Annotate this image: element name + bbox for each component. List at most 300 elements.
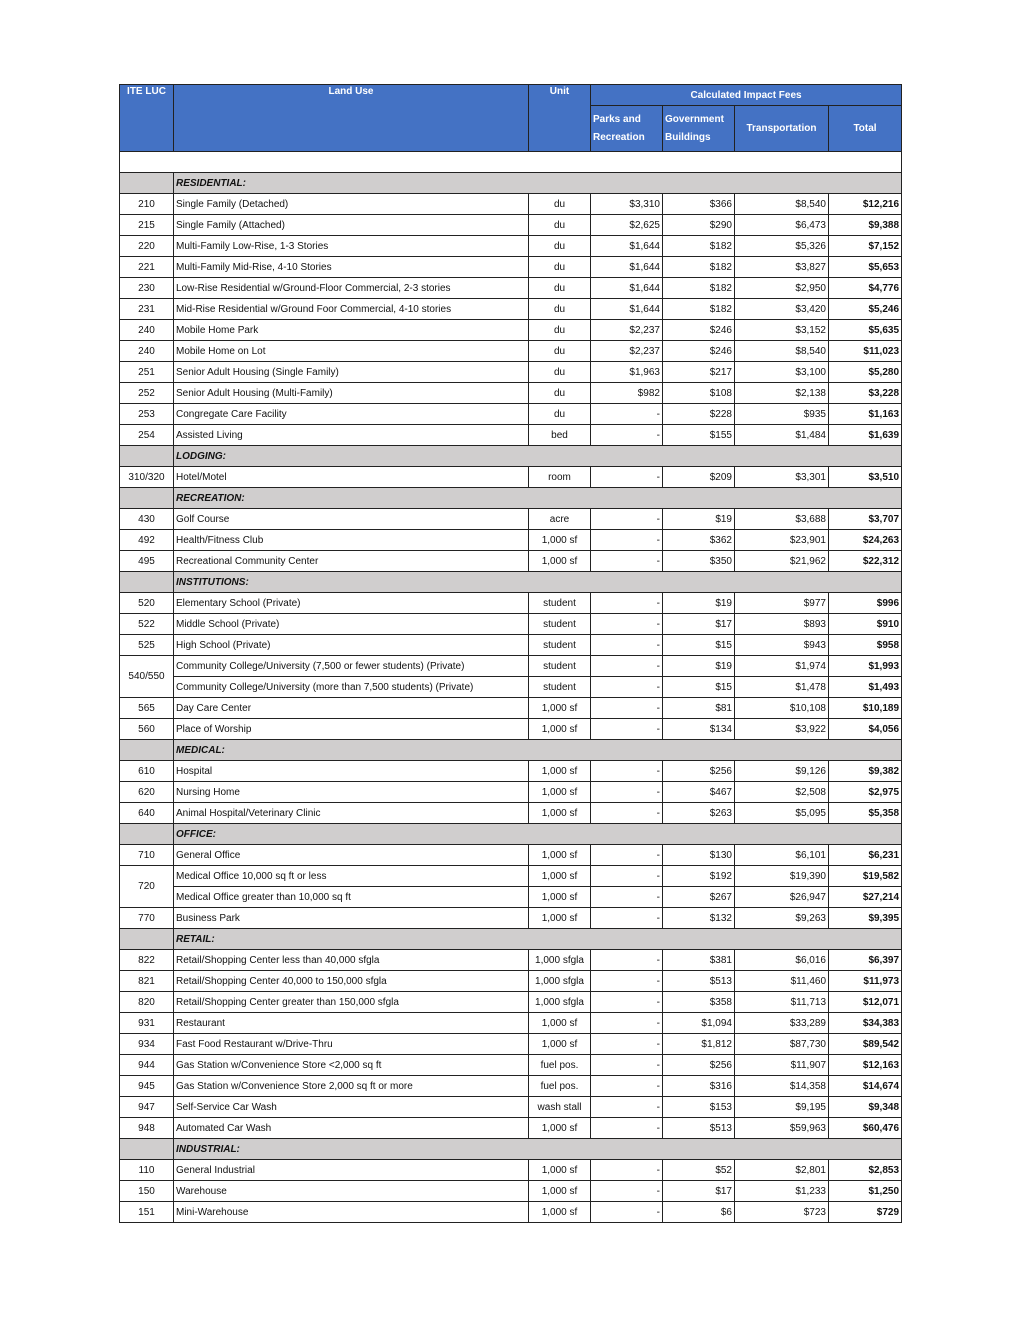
land-use-cell: Community College/University (more than 7,500 students) (Private) xyxy=(174,677,529,698)
government-fee-cell: $290 xyxy=(663,215,735,236)
parks-fee-cell: - xyxy=(591,866,663,887)
parks-fee-cell: - xyxy=(591,698,663,719)
parks-fee-cell: - xyxy=(591,1055,663,1076)
government-fee-cell: $513 xyxy=(663,1118,735,1139)
unit-cell: 1,000 sf xyxy=(529,908,591,929)
government-fee-cell: $192 xyxy=(663,866,735,887)
parks-fee-cell: - xyxy=(591,530,663,551)
total-fee-cell: $5,635 xyxy=(829,320,902,341)
unit-cell: du xyxy=(529,194,591,215)
table-row xyxy=(120,341,902,362)
government-fee-cell: $256 xyxy=(663,1055,735,1076)
land-use-cell: Recreational Community Center xyxy=(174,551,529,572)
transportation-fee-cell: $3,688 xyxy=(735,509,829,530)
table-row xyxy=(120,1055,902,1076)
transportation-fee-cell: $6,101 xyxy=(735,845,829,866)
land-use-cell: Mobile Home on Lot xyxy=(174,341,529,362)
luc-cell: 240 xyxy=(120,320,174,341)
land-use-cell: Single Family (Detached) xyxy=(174,194,529,215)
header-land-use: Land Use xyxy=(174,85,529,152)
total-fee-cell: $5,280 xyxy=(829,362,902,383)
land-use-cell: Mid-Rise Residential w/Ground Foor Commercial, 4-10 stories xyxy=(174,299,529,320)
parks-fee-cell: - xyxy=(591,1076,663,1097)
parks-fee-cell: - xyxy=(591,404,663,425)
land-use-cell: Restaurant xyxy=(174,1013,529,1034)
category-row xyxy=(120,446,902,467)
luc-cell: 520 xyxy=(120,593,174,614)
total-fee-cell: $5,358 xyxy=(829,803,902,824)
table-row xyxy=(120,257,902,278)
unit-cell: 1,000 sf xyxy=(529,551,591,572)
unit-cell: du xyxy=(529,362,591,383)
land-use-cell: Place of Worship xyxy=(174,719,529,740)
total-fee-cell: $12,071 xyxy=(829,992,902,1013)
category-spacer xyxy=(120,446,174,467)
table-row xyxy=(120,320,902,341)
table-row xyxy=(120,635,902,656)
unit-cell: student xyxy=(529,635,591,656)
category-spacer xyxy=(120,740,174,761)
table-row xyxy=(120,656,902,677)
total-fee-cell: $3,228 xyxy=(829,383,902,404)
transportation-fee-cell: $3,420 xyxy=(735,299,829,320)
luc-cell: 495 xyxy=(120,551,174,572)
luc-cell: 620 xyxy=(120,782,174,803)
land-use-cell: Senior Adult Housing (Single Family) xyxy=(174,362,529,383)
land-use-cell: Hospital xyxy=(174,761,529,782)
category-title: INSTITUTIONS: xyxy=(174,572,902,593)
category-title: LODGING: xyxy=(174,446,902,467)
total-fee-cell: $4,056 xyxy=(829,719,902,740)
government-fee-cell: $263 xyxy=(663,803,735,824)
total-fee-cell: $89,542 xyxy=(829,1034,902,1055)
government-fee-cell: $182 xyxy=(663,278,735,299)
category-title: INDUSTRIAL: xyxy=(174,1139,902,1160)
header-parks-recreation: Parks and Recreation xyxy=(591,106,663,152)
table-row xyxy=(120,719,902,740)
government-fee-cell: $132 xyxy=(663,908,735,929)
total-fee-cell: $11,973 xyxy=(829,971,902,992)
unit-cell: wash stall xyxy=(529,1097,591,1118)
parks-fee-cell: $1,963 xyxy=(591,362,663,383)
table-row xyxy=(120,950,902,971)
total-fee-cell: $9,348 xyxy=(829,1097,902,1118)
unit-cell: room xyxy=(529,467,591,488)
unit-cell: 1,000 sf xyxy=(529,1013,591,1034)
table-row xyxy=(120,593,902,614)
parks-fee-cell: - xyxy=(591,1013,663,1034)
total-fee-cell: $10,189 xyxy=(829,698,902,719)
total-fee-cell: $9,382 xyxy=(829,761,902,782)
land-use-cell: Nursing Home xyxy=(174,782,529,803)
total-fee-cell: $910 xyxy=(829,614,902,635)
category-title: RETAIL: xyxy=(174,929,902,950)
parks-fee-cell: $2,625 xyxy=(591,215,663,236)
parks-fee-cell: - xyxy=(591,656,663,677)
parks-fee-cell: - xyxy=(591,908,663,929)
luc-cell: 252 xyxy=(120,383,174,404)
government-fee-cell: $130 xyxy=(663,845,735,866)
land-use-cell: Retail/Shopping Center greater than 150,000 sfgla xyxy=(174,992,529,1013)
parks-fee-cell: - xyxy=(591,593,663,614)
table-row xyxy=(120,425,902,446)
transportation-fee-cell: $9,195 xyxy=(735,1097,829,1118)
parks-fee-cell: - xyxy=(591,1118,663,1139)
land-use-cell: Medical Office greater than 10,000 sq ft xyxy=(174,887,529,908)
parks-fee-cell: - xyxy=(591,719,663,740)
transportation-fee-cell: $943 xyxy=(735,635,829,656)
transportation-fee-cell: $2,508 xyxy=(735,782,829,803)
land-use-cell: Warehouse xyxy=(174,1181,529,1202)
luc-cell: 430 xyxy=(120,509,174,530)
government-fee-cell: $17 xyxy=(663,614,735,635)
transportation-fee-cell: $2,950 xyxy=(735,278,829,299)
total-fee-cell: $11,023 xyxy=(829,341,902,362)
parks-fee-cell: $982 xyxy=(591,383,663,404)
government-fee-cell: $15 xyxy=(663,677,735,698)
transportation-fee-cell: $14,358 xyxy=(735,1076,829,1097)
category-spacer xyxy=(120,929,174,950)
table-row xyxy=(120,698,902,719)
unit-cell: 1,000 sfgla xyxy=(529,992,591,1013)
header-calculated-impact-fees: Calculated Impact Fees xyxy=(591,85,902,106)
transportation-fee-cell: $33,289 xyxy=(735,1013,829,1034)
unit-cell: 1,000 sf xyxy=(529,698,591,719)
unit-cell: 1,000 sf xyxy=(529,845,591,866)
transportation-fee-cell: $3,100 xyxy=(735,362,829,383)
government-fee-cell: $134 xyxy=(663,719,735,740)
government-fee-cell: $381 xyxy=(663,950,735,971)
total-fee-cell: $9,395 xyxy=(829,908,902,929)
unit-cell: du xyxy=(529,215,591,236)
land-use-cell: General Industrial xyxy=(174,1160,529,1181)
table-row xyxy=(120,215,902,236)
parks-fee-cell: - xyxy=(591,1181,663,1202)
land-use-cell: Elementary School (Private) xyxy=(174,593,529,614)
total-fee-cell: $12,216 xyxy=(829,194,902,215)
total-fee-cell: $5,653 xyxy=(829,257,902,278)
unit-cell: du xyxy=(529,236,591,257)
transportation-fee-cell: $6,016 xyxy=(735,950,829,971)
government-fee-cell: $81 xyxy=(663,698,735,719)
total-fee-cell: $24,263 xyxy=(829,530,902,551)
luc-cell: 253 xyxy=(120,404,174,425)
government-fee-cell: $15 xyxy=(663,635,735,656)
table-row xyxy=(120,761,902,782)
transportation-fee-cell: $2,138 xyxy=(735,383,829,404)
unit-cell: acre xyxy=(529,509,591,530)
government-fee-cell: $153 xyxy=(663,1097,735,1118)
unit-cell: bed xyxy=(529,425,591,446)
land-use-cell: Golf Course xyxy=(174,509,529,530)
luc-cell: 947 xyxy=(120,1097,174,1118)
unit-cell: fuel pos. xyxy=(529,1076,591,1097)
unit-cell: 1,000 sf xyxy=(529,866,591,887)
table-row xyxy=(120,362,902,383)
government-fee-cell: $52 xyxy=(663,1160,735,1181)
government-fee-cell: $246 xyxy=(663,341,735,362)
total-fee-cell: $27,214 xyxy=(829,887,902,908)
government-fee-cell: $19 xyxy=(663,509,735,530)
total-fee-cell: $9,388 xyxy=(829,215,902,236)
table-row xyxy=(120,467,902,488)
unit-cell: 1,000 sfgla xyxy=(529,971,591,992)
transportation-fee-cell: $26,947 xyxy=(735,887,829,908)
luc-cell: 210 xyxy=(120,194,174,215)
table-row xyxy=(120,887,902,908)
government-fee-cell: $217 xyxy=(663,362,735,383)
impact-fee-table xyxy=(119,84,902,1223)
parks-fee-cell: - xyxy=(591,971,663,992)
land-use-cell: Congregate Care Facility xyxy=(174,404,529,425)
unit-cell: fuel pos. xyxy=(529,1055,591,1076)
land-use-cell: Automated Car Wash xyxy=(174,1118,529,1139)
total-fee-cell: $12,163 xyxy=(829,1055,902,1076)
total-fee-cell: $1,639 xyxy=(829,425,902,446)
total-fee-cell: $729 xyxy=(829,1202,902,1223)
parks-fee-cell: - xyxy=(591,803,663,824)
land-use-cell: High School (Private) xyxy=(174,635,529,656)
table-row xyxy=(120,509,902,530)
luc-cell: 820 xyxy=(120,992,174,1013)
government-fee-cell: $155 xyxy=(663,425,735,446)
government-fee-cell: $316 xyxy=(663,1076,735,1097)
table-row xyxy=(120,383,902,404)
land-use-cell: Fast Food Restaurant w/Drive-Thru xyxy=(174,1034,529,1055)
unit-cell: 1,000 sf xyxy=(529,719,591,740)
land-use-cell: Day Care Center xyxy=(174,698,529,719)
transportation-fee-cell: $1,484 xyxy=(735,425,829,446)
category-title: OFFICE: xyxy=(174,824,902,845)
table-row xyxy=(120,278,902,299)
land-use-cell: Multi-Family Low-Rise, 1-3 Stories xyxy=(174,236,529,257)
category-row xyxy=(120,572,902,593)
transportation-fee-cell: $935 xyxy=(735,404,829,425)
luc-cell: 770 xyxy=(120,908,174,929)
transportation-fee-cell: $1,478 xyxy=(735,677,829,698)
government-fee-cell: $362 xyxy=(663,530,735,551)
luc-cell: 640 xyxy=(120,803,174,824)
land-use-cell: Retail/Shopping Center 40,000 to 150,000 sfgla xyxy=(174,971,529,992)
table-row xyxy=(120,1034,902,1055)
parks-fee-cell: $1,644 xyxy=(591,257,663,278)
government-fee-cell: $1,094 xyxy=(663,1013,735,1034)
total-fee-cell: $14,674 xyxy=(829,1076,902,1097)
parks-fee-cell: - xyxy=(591,467,663,488)
luc-cell: 944 xyxy=(120,1055,174,1076)
luc-cell: 821 xyxy=(120,971,174,992)
government-fee-cell: $108 xyxy=(663,383,735,404)
total-fee-cell: $6,231 xyxy=(829,845,902,866)
category-row xyxy=(120,824,902,845)
parks-fee-cell: - xyxy=(591,614,663,635)
parks-fee-cell: - xyxy=(591,1202,663,1223)
header-unit: Unit xyxy=(529,85,591,152)
luc-cell: 948 xyxy=(120,1118,174,1139)
total-fee-cell: $1,493 xyxy=(829,677,902,698)
luc-cell: 310/320 xyxy=(120,467,174,488)
unit-cell: du xyxy=(529,278,591,299)
land-use-cell: Medical Office 10,000 sq ft or less xyxy=(174,866,529,887)
parks-fee-cell: - xyxy=(591,761,663,782)
table-row xyxy=(120,551,902,572)
government-fee-cell: $1,812 xyxy=(663,1034,735,1055)
land-use-cell: Multi-Family Mid-Rise, 4-10 Stories xyxy=(174,257,529,278)
government-fee-cell: $267 xyxy=(663,887,735,908)
unit-cell: du xyxy=(529,257,591,278)
transportation-fee-cell: $87,730 xyxy=(735,1034,829,1055)
luc-cell: 525 xyxy=(120,635,174,656)
transportation-fee-cell: $19,390 xyxy=(735,866,829,887)
unit-cell: student xyxy=(529,656,591,677)
parks-fee-cell: - xyxy=(591,1034,663,1055)
total-fee-cell: $1,993 xyxy=(829,656,902,677)
government-fee-cell: $513 xyxy=(663,971,735,992)
transportation-fee-cell: $6,473 xyxy=(735,215,829,236)
unit-cell: 1,000 sfgla xyxy=(529,950,591,971)
parks-fee-cell: $2,237 xyxy=(591,320,663,341)
transportation-fee-cell: $59,963 xyxy=(735,1118,829,1139)
header-ite-luc: ITE LUC xyxy=(120,85,174,152)
land-use-cell: Single Family (Attached) xyxy=(174,215,529,236)
parks-fee-cell: - xyxy=(591,551,663,572)
unit-cell: 1,000 sf xyxy=(529,1202,591,1223)
total-fee-cell: $22,312 xyxy=(829,551,902,572)
land-use-cell: General Office xyxy=(174,845,529,866)
luc-cell: 150 xyxy=(120,1181,174,1202)
parks-fee-cell: - xyxy=(591,950,663,971)
land-use-cell: Hotel/Motel xyxy=(174,467,529,488)
unit-cell: 1,000 sf xyxy=(529,1160,591,1181)
transportation-fee-cell: $3,827 xyxy=(735,257,829,278)
government-fee-cell: $209 xyxy=(663,467,735,488)
category-spacer xyxy=(120,824,174,845)
government-fee-cell: $366 xyxy=(663,194,735,215)
table-row xyxy=(120,236,902,257)
unit-cell: 1,000 sf xyxy=(529,782,591,803)
total-fee-cell: $2,975 xyxy=(829,782,902,803)
total-fee-cell: $7,152 xyxy=(829,236,902,257)
total-fee-cell: $34,383 xyxy=(829,1013,902,1034)
transportation-fee-cell: $723 xyxy=(735,1202,829,1223)
category-row xyxy=(120,1139,902,1160)
luc-cell: 215 xyxy=(120,215,174,236)
luc-cell: 560 xyxy=(120,719,174,740)
unit-cell: 1,000 sf xyxy=(529,530,591,551)
transportation-fee-cell: $3,922 xyxy=(735,719,829,740)
unit-cell: du xyxy=(529,383,591,404)
luc-cell: 254 xyxy=(120,425,174,446)
unit-cell: du xyxy=(529,341,591,362)
total-fee-cell: $996 xyxy=(829,593,902,614)
total-fee-cell: $958 xyxy=(829,635,902,656)
category-spacer xyxy=(120,572,174,593)
table-row xyxy=(120,803,902,824)
government-fee-cell: $182 xyxy=(663,299,735,320)
government-fee-cell: $19 xyxy=(663,656,735,677)
land-use-cell: Self-Service Car Wash xyxy=(174,1097,529,1118)
luc-cell: 931 xyxy=(120,1013,174,1034)
government-fee-cell: $467 xyxy=(663,782,735,803)
category-spacer xyxy=(120,1139,174,1160)
transportation-fee-cell: $8,540 xyxy=(735,194,829,215)
land-use-cell: Business Park xyxy=(174,908,529,929)
luc-cell: 251 xyxy=(120,362,174,383)
luc-cell: 110 xyxy=(120,1160,174,1181)
luc-cell: 240 xyxy=(120,341,174,362)
government-fee-cell: $182 xyxy=(663,257,735,278)
unit-cell: 1,000 sf xyxy=(529,761,591,782)
header-transportation: Transportation xyxy=(735,106,829,152)
table-row xyxy=(120,614,902,635)
table-row xyxy=(120,908,902,929)
transportation-fee-cell: $9,263 xyxy=(735,908,829,929)
luc-cell: 492 xyxy=(120,530,174,551)
parks-fee-cell: $1,644 xyxy=(591,299,663,320)
parks-fee-cell: - xyxy=(591,782,663,803)
luc-cell: 221 xyxy=(120,257,174,278)
unit-cell: student xyxy=(529,593,591,614)
table-row xyxy=(120,1181,902,1202)
government-fee-cell: $246 xyxy=(663,320,735,341)
category-row xyxy=(120,488,902,509)
government-fee-cell: $256 xyxy=(663,761,735,782)
unit-cell: du xyxy=(529,299,591,320)
parks-fee-cell: - xyxy=(591,1160,663,1181)
luc-cell: 151 xyxy=(120,1202,174,1223)
total-fee-cell: $1,250 xyxy=(829,1181,902,1202)
land-use-cell: Mobile Home Park xyxy=(174,320,529,341)
table-row xyxy=(120,866,902,887)
unit-cell: 1,000 sf xyxy=(529,1118,591,1139)
parks-fee-cell: - xyxy=(591,635,663,656)
parks-fee-cell: - xyxy=(591,887,663,908)
transportation-fee-cell: $1,233 xyxy=(735,1181,829,1202)
table-row xyxy=(120,530,902,551)
transportation-fee-cell: $5,326 xyxy=(735,236,829,257)
luc-cell: 565 xyxy=(120,698,174,719)
luc-cell: 231 xyxy=(120,299,174,320)
unit-cell: student xyxy=(529,677,591,698)
parks-fee-cell: - xyxy=(591,992,663,1013)
transportation-fee-cell: $11,460 xyxy=(735,971,829,992)
header-total: Total xyxy=(829,106,902,152)
transportation-fee-cell: $21,962 xyxy=(735,551,829,572)
table-row xyxy=(120,782,902,803)
unit-cell: 1,000 sf xyxy=(529,1181,591,1202)
government-fee-cell: $17 xyxy=(663,1181,735,1202)
luc-cell: 945 xyxy=(120,1076,174,1097)
luc-cell: 230 xyxy=(120,278,174,299)
luc-cell: 220 xyxy=(120,236,174,257)
category-title: RECREATION: xyxy=(174,488,902,509)
table-row xyxy=(120,1118,902,1139)
parks-fee-cell: $3,310 xyxy=(591,194,663,215)
total-fee-cell: $1,163 xyxy=(829,404,902,425)
luc-cell: 710 xyxy=(120,845,174,866)
unit-cell: 1,000 sf xyxy=(529,887,591,908)
table-row xyxy=(120,404,902,425)
government-fee-cell: $350 xyxy=(663,551,735,572)
land-use-cell: Gas Station w/Convenience Store 2,000 sq ft or more xyxy=(174,1076,529,1097)
transportation-fee-cell: $977 xyxy=(735,593,829,614)
transportation-fee-cell: $9,126 xyxy=(735,761,829,782)
government-fee-cell: $6 xyxy=(663,1202,735,1223)
transportation-fee-cell: $5,095 xyxy=(735,803,829,824)
header-government-buildings: Government Buildings xyxy=(663,106,735,152)
luc-cell: 522 xyxy=(120,614,174,635)
unit-cell: 1,000 sf xyxy=(529,1034,591,1055)
